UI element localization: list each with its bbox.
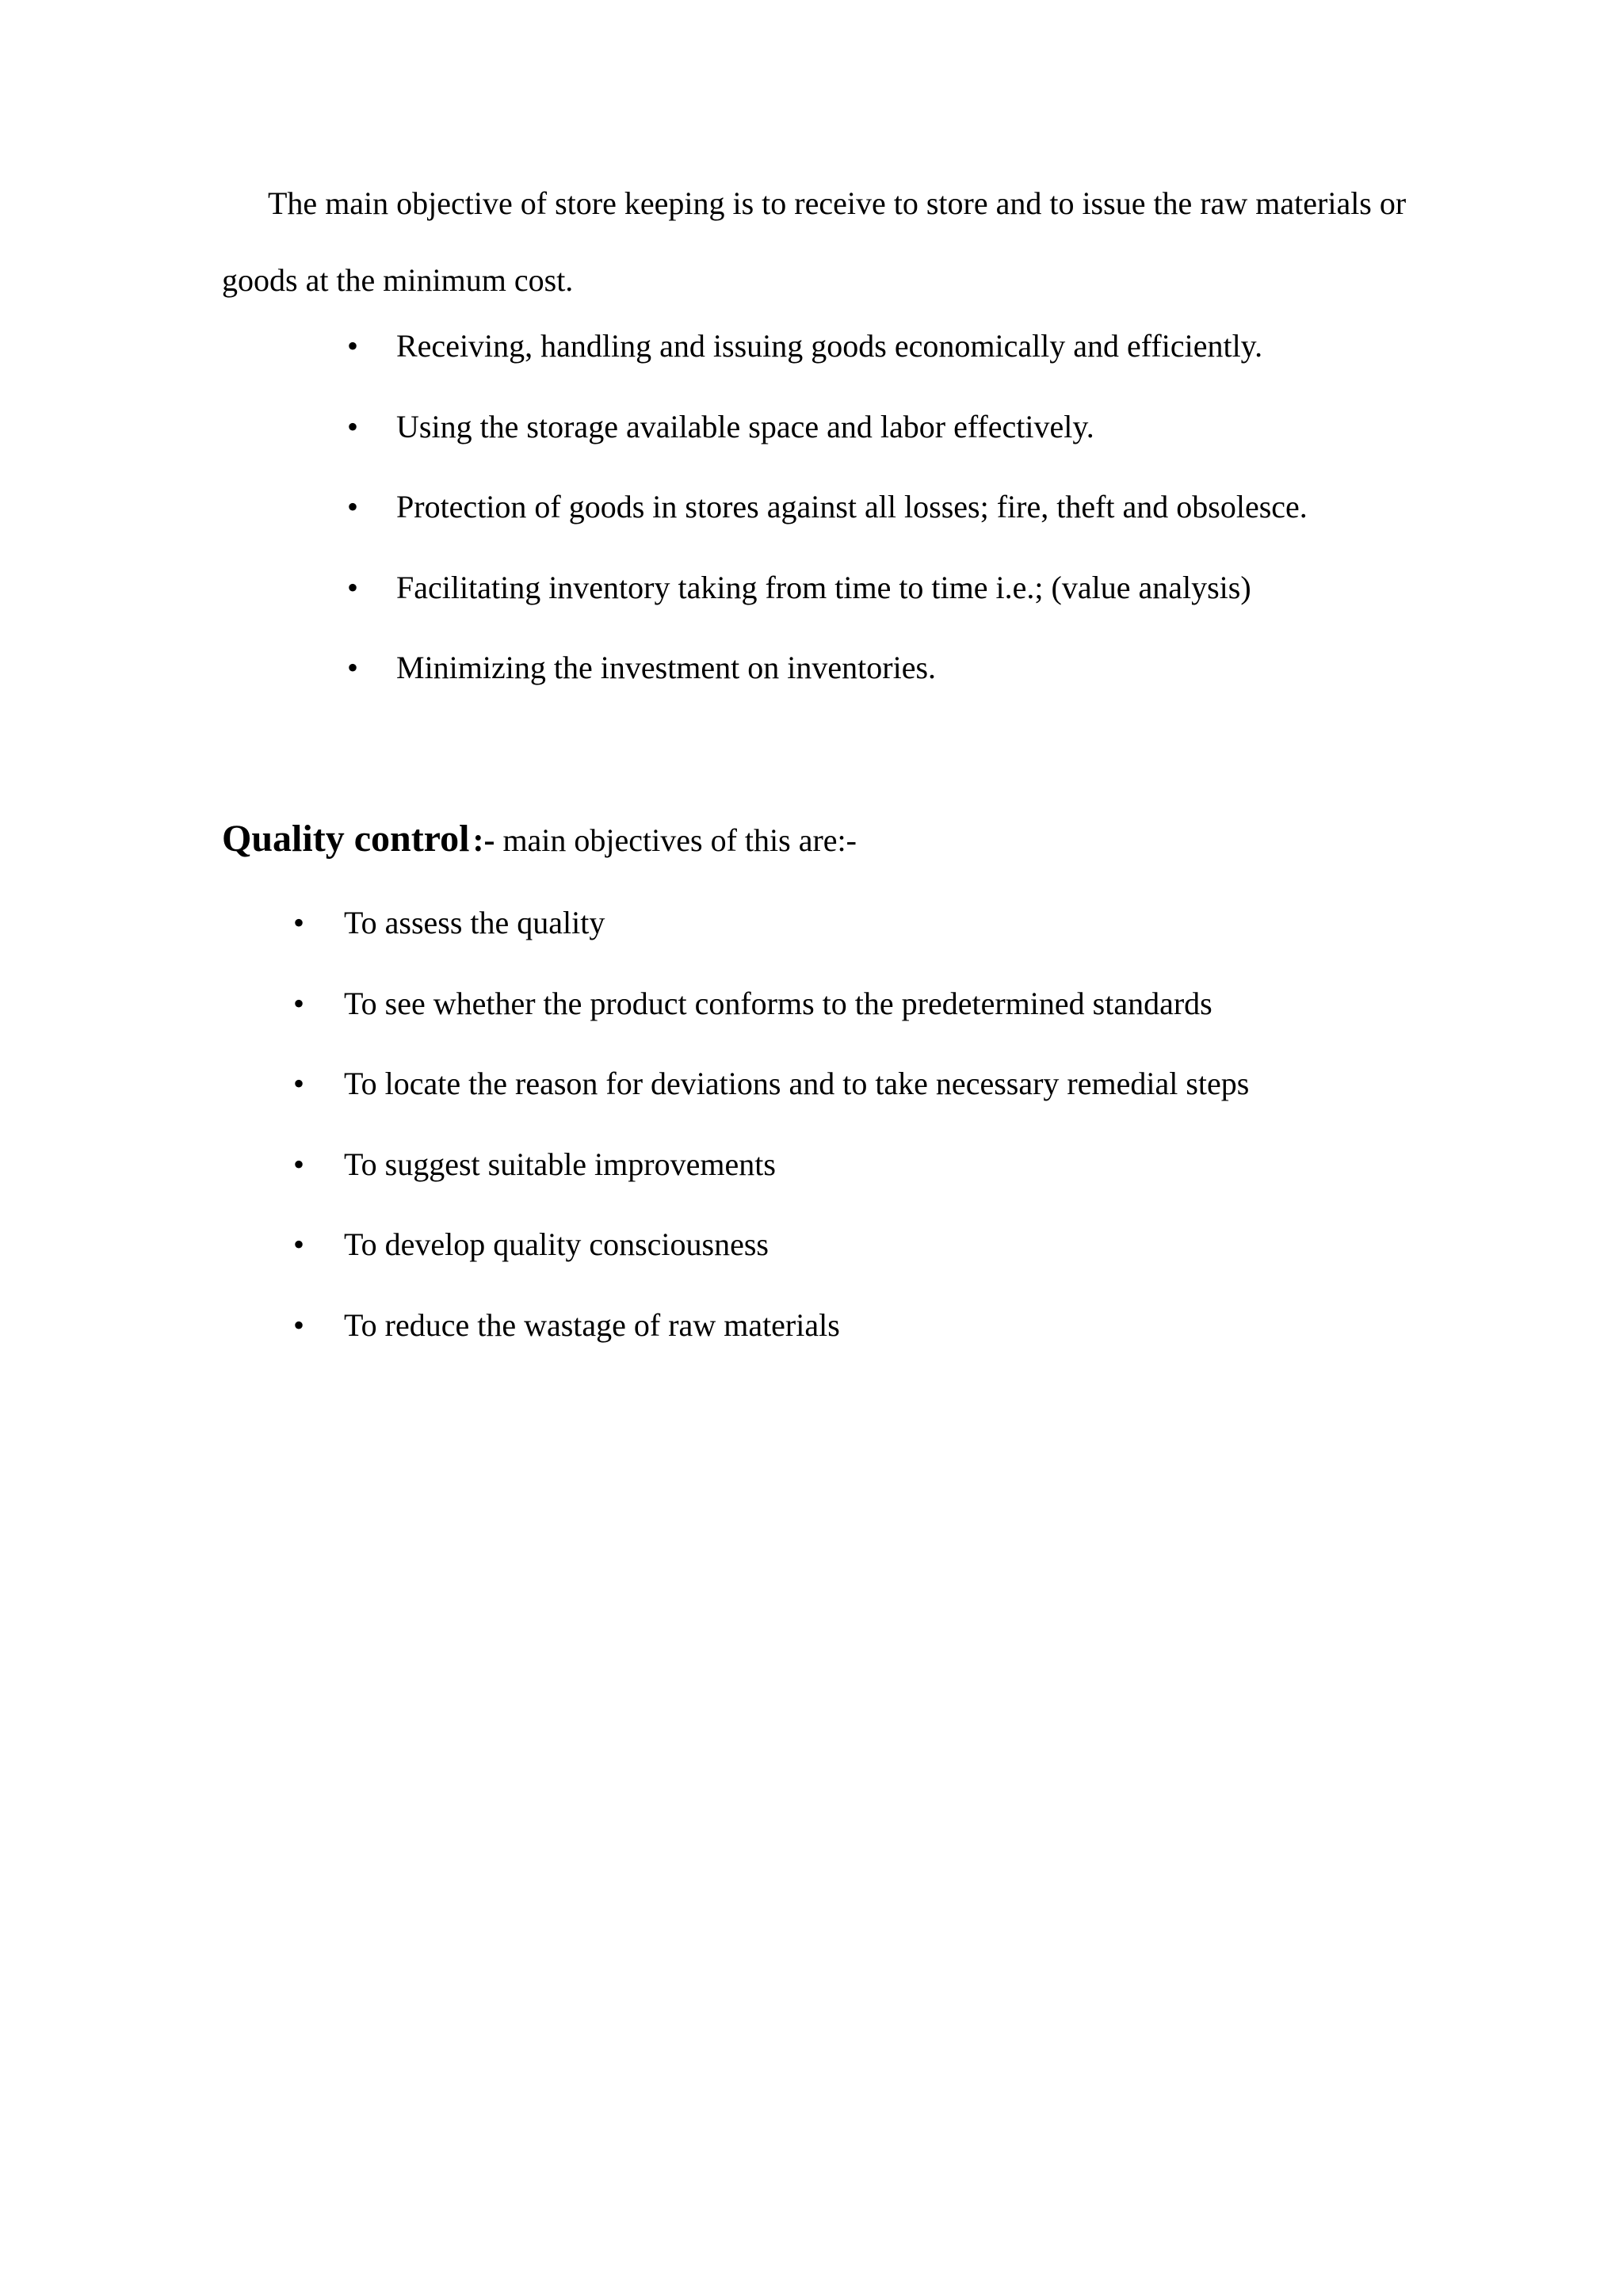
list-item-text: Minimizing the investment on inventories. xyxy=(396,650,937,685)
bullet-icon: • xyxy=(347,328,359,364)
list-item-text: To see whether the product conforms to the predetermined standards xyxy=(344,985,1212,1021)
list-item-text: To assess the quality xyxy=(344,905,605,940)
quality-control-heading xyxy=(222,811,857,875)
bullet-icon: • xyxy=(347,569,359,605)
list-item-text: To develop quality consciousness xyxy=(344,1226,769,1262)
section-separator: :- xyxy=(472,822,495,859)
list-item-text: Facilitating inventory taking from time to time i.e.; (value analysis) xyxy=(396,569,1251,605)
bullet-icon: • xyxy=(293,1066,305,1101)
list-item-text: To suggest suitable improvements xyxy=(344,1146,776,1182)
bullet-icon: • xyxy=(293,985,305,1021)
bullet-icon: • xyxy=(347,650,359,685)
bullet-icon: • xyxy=(293,1226,305,1262)
list-item-text: Using the storage available space and labor effectively. xyxy=(396,408,1094,444)
bullet-icon: • xyxy=(293,1306,305,1343)
list-item-text: Protection of goods in stores against all losses; fire, theft and obsolesce. xyxy=(396,489,1308,524)
bullet-icon: • xyxy=(347,408,359,444)
list-item-text: Receiving, handling and issuing goods economically and efficiently. xyxy=(396,328,1263,364)
bullet-icon: • xyxy=(293,1146,305,1182)
section-subtitle: main objectives of this are:- xyxy=(495,822,857,858)
intro-paragraph: The main objective of store keeping is to receive to store and to issue the raw materials or goods at the minimum cost. xyxy=(222,185,1407,298)
list-item-text: To locate the reason for deviations and to take necessary remedial steps xyxy=(344,1066,1250,1101)
bullet-icon: • xyxy=(347,489,359,524)
section-title: Quality control xyxy=(222,818,470,860)
list-item-text: To reduce the wastage of raw materials xyxy=(344,1306,840,1343)
bullet-icon: • xyxy=(293,905,305,940)
